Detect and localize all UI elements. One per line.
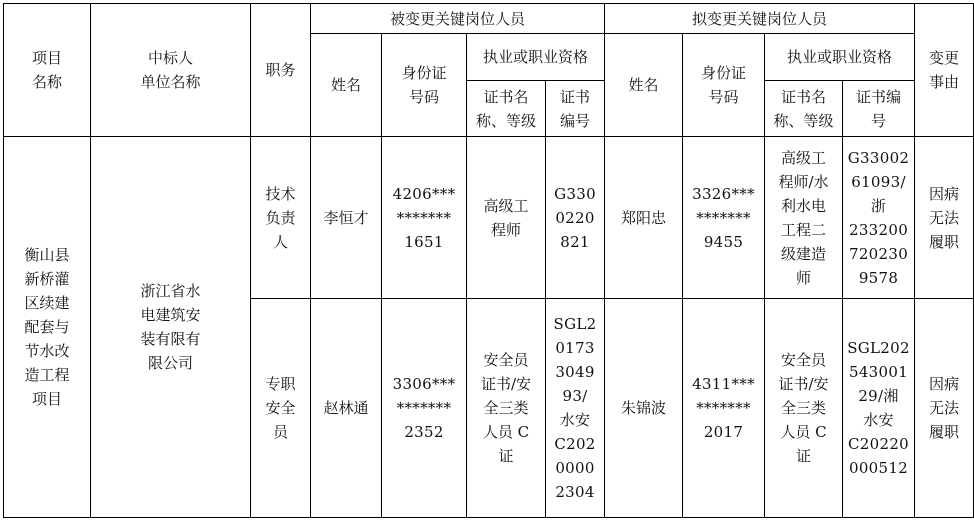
change-reason-cell: 因病 无法 履职 [915,137,974,299]
position-cell: 专职 安全 员 [251,299,311,518]
header-after-group: 拟变更关键岗位人员 [605,4,915,34]
header-change-reason: 变更 事由 [915,4,974,137]
after-id-cell: 3326*** ******* 9455 [683,137,765,299]
header-after-cert-no: 证书编 号 [843,81,915,137]
before-name-cell: 赵林通 [311,299,382,518]
header-winning-unit: 中标人 单位名称 [91,4,251,137]
change-reason-cell: 因病 无法 履职 [915,299,974,518]
header-after-id: 身份证 号码 [683,34,765,137]
header-after-name: 姓名 [605,34,683,137]
header-after-cert-name: 证书名 称、等级 [765,81,843,137]
project-name-cell: 衡山县 新桥灌 区续建 配套与 节水改 造工程 项目 [4,137,91,518]
header-before-cert-name: 证书名 称、等级 [467,81,546,137]
header-before-name: 姓名 [311,34,382,137]
before-id-cell: 3306*** ******* 2352 [382,299,467,518]
after-cert-name-cell: 高级工 程师/水 利水电 工程二 级建造 师 [765,137,843,299]
header-before-qualification: 执业或职业资格 [467,34,605,81]
before-cert-name-cell: 高级工 程师 [467,137,546,299]
after-name-cell: 朱锦波 [605,299,683,518]
header-before-id: 身份证 号码 [382,34,467,137]
before-cert-name-cell: 安全员 证书/安 全三类 人员 C 证 [467,299,546,518]
before-id-cell: 4206*** ******* 1651 [382,137,467,299]
header-project-name: 项目 名称 [4,4,91,137]
personnel-change-table [3,3,974,518]
header-before-cert-no: 证书 编号 [546,81,605,137]
after-cert-no-cell: G33002 61093/ 浙 233200 720230 9578 [843,137,915,299]
after-id-cell: 4311*** ******* 2017 [683,299,765,518]
position-cell: 技术 负责 人 [251,137,311,299]
before-name-cell: 李恒才 [311,137,382,299]
header-before-group: 被变更关键岗位人员 [311,4,605,34]
winning-unit-cell: 浙江省水 电建筑安 装有限有 限公司 [91,137,251,518]
after-name-cell: 郑阳忠 [605,137,683,299]
before-cert-no-cell: G330 0220 821 [546,137,605,299]
header-position: 职务 [251,4,311,137]
table-row [4,137,974,299]
after-cert-name-cell: 安全员 证书/安 全三类 人员 C 证 [765,299,843,518]
after-cert-no-cell: SGL202 543001 29/湘 水安 C20220 000512 [843,299,915,518]
before-cert-no-cell: SGL2 0173 3049 93/ 水安 C202 0000 2304 [546,299,605,518]
header-after-qualification: 执业或职业资格 [765,34,915,81]
